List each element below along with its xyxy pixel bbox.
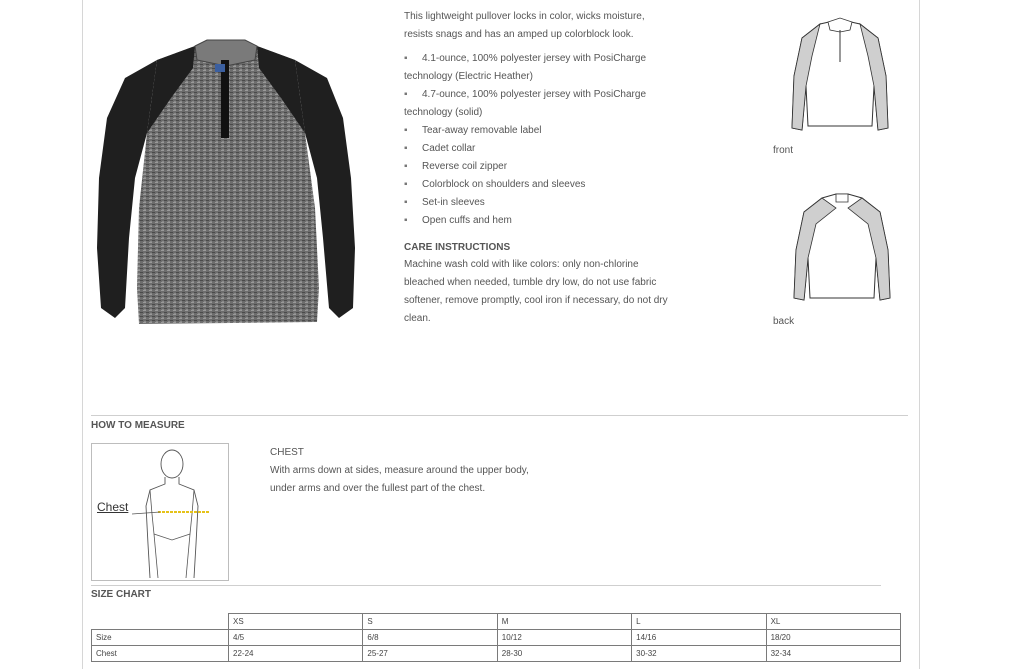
product-photo <box>95 38 360 330</box>
chest-figure-label: Chest <box>97 500 129 514</box>
table-cell: 10/12 <box>497 630 631 646</box>
table-row <box>92 646 901 662</box>
table-cell: 14/16 <box>632 630 766 646</box>
table-cell: 18/20 <box>766 630 900 646</box>
chest-instructions-line1: With arms down at sides, measure around the upper body, <box>270 465 529 476</box>
table-header-cell: XS <box>229 614 363 630</box>
back-sketch <box>792 188 892 306</box>
feature-item: ▪ Open cuffs and hem <box>404 215 512 226</box>
feature-item: ▪ 4.7-ounce, 100% polyester jersey with PosiCharge technology (solid) <box>404 89 647 118</box>
intro-text: This lightweight pullover locks in color, wicks moisture, resists snags and has an amped up colorblock look. <box>404 11 645 40</box>
feature-item: ▪ Set-in sleeves <box>404 197 485 208</box>
table-header-cell <box>92 614 229 630</box>
how-to-measure-heading: HOW TO MEASURE <box>91 420 185 431</box>
table-cell: 30-32 <box>632 646 766 662</box>
chest-heading: CHEST <box>270 447 304 458</box>
table-header-cell: S <box>363 614 497 630</box>
table-header-row <box>92 614 901 630</box>
size-chart-heading: SIZE CHART <box>91 589 151 600</box>
table-cell: 32-34 <box>766 646 900 662</box>
chest-instructions-line2: under arms and over the fullest part of the chest. <box>270 483 486 494</box>
care-text: Machine wash cold with like colors: only non-chlorine bleached when needed, tumble dry low, do not use fabric softener, remove promptly, cool iron if necessary, do not dry clean. <box>404 259 668 324</box>
table-cell: 6/8 <box>363 630 497 646</box>
divider <box>91 415 908 416</box>
table-header-cell: L <box>632 614 766 630</box>
feature-list <box>404 50 674 230</box>
feature-item: ▪ Tear-away removable label <box>404 125 542 136</box>
table-cell: 28-30 <box>497 646 631 662</box>
table-cell: Chest <box>92 646 229 662</box>
product-description <box>404 8 674 334</box>
divider <box>91 585 881 586</box>
feature-item: ▪ Reverse coil zipper <box>404 161 508 172</box>
table-cell: 4/5 <box>229 630 363 646</box>
table-header-cell: M <box>497 614 631 630</box>
size-chart-table <box>91 613 901 662</box>
front-label: front <box>773 145 794 156</box>
feature-item: ▪ Cadet collar <box>404 143 476 154</box>
back-label: back <box>773 316 795 327</box>
table-cell: 22-24 <box>229 646 363 662</box>
table-row <box>92 630 901 646</box>
feature-item: ▪ Colorblock on shoulders and sleeves <box>404 179 586 190</box>
table-cell: Size <box>92 630 229 646</box>
care-heading: CARE INSTRUCTIONS <box>404 242 511 253</box>
feature-item: ▪ 4.1-ounce, 100% polyester jersey with PosiCharge technology (Electric Heather) <box>404 53 647 82</box>
table-header-cell: XL <box>766 614 900 630</box>
front-sketch <box>790 16 890 134</box>
table-cell: 25-27 <box>363 646 497 662</box>
